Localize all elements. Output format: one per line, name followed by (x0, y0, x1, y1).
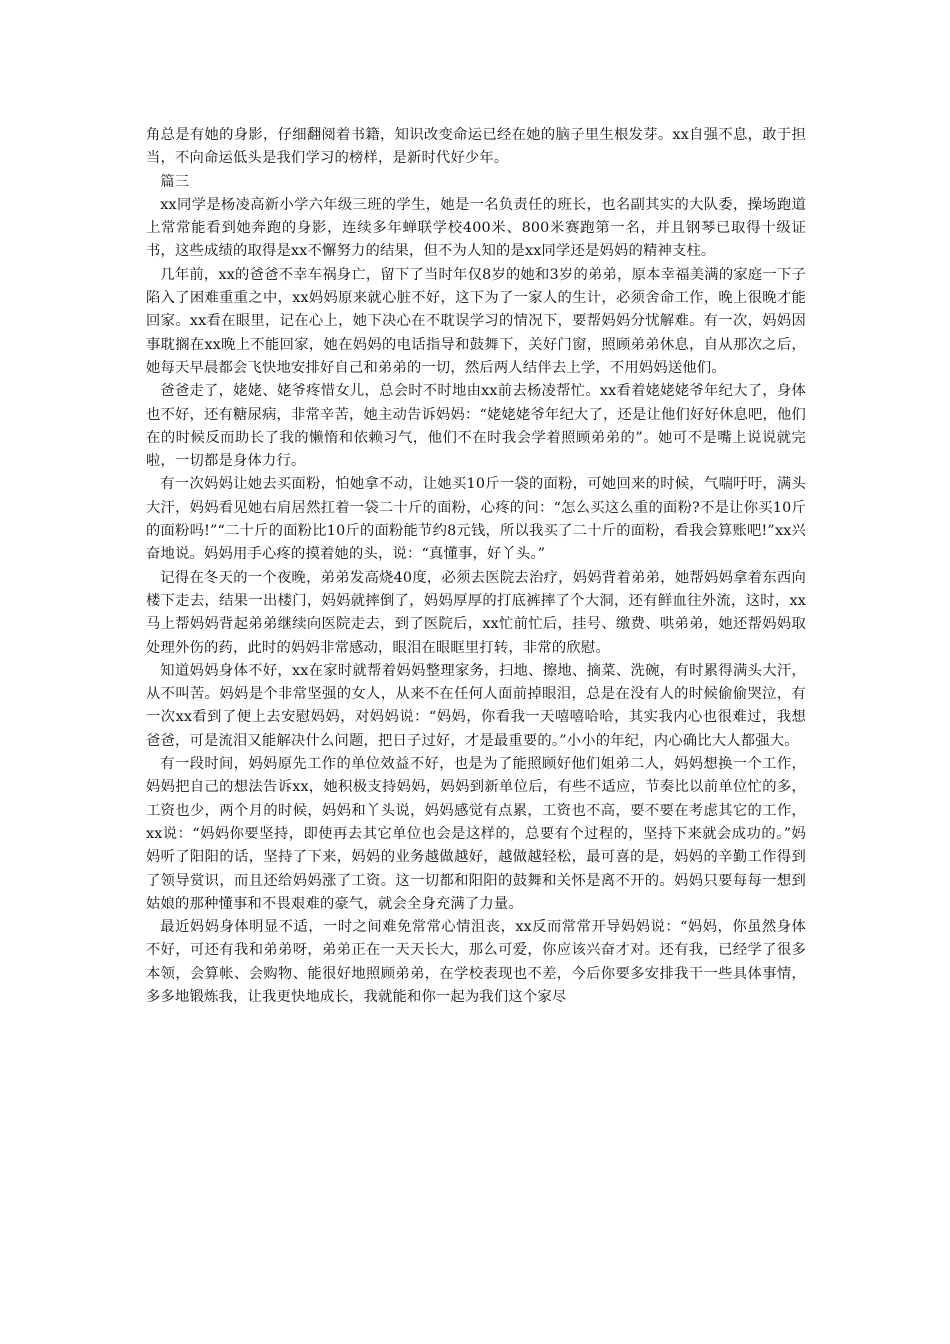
section-heading: 篇三 (160, 173, 190, 190)
paragraph: 有一次妈妈让她去买面粉，怕她拿不动，让她买10斤一袋的面粉，可她回来的时候，气喘吁吁，满头大汗，妈妈看见她右肩居然扛着一袋二十斤的面粉，心疼的问：“怎么买这么重的面粉?不是让你买10斤的面粉吗!”“二十斤的面粉比10斤的面粉能节约8元钱，所以我买了二十斤的面粉，看我会算账吧!”xx兴奋地说。妈妈用手心疼的摸着她的头，说：“真懂事，好丫头。” (146, 476, 806, 563)
paragraph: 爸爸走了，姥姥、姥爷疼惜女儿，总会时不时地由xx前去杨凌帮忙。xx看着姥姥姥爷年纪大了，身体也不好，还有糖尿病，非常辛苦，她主动告诉妈妈：“姥姥姥爷年纪大了，还是让他们好好休息吧，他们在的时候反而助长了我的懒惰和依赖习气，他们不在时我会学着照顾弟弟的”。她可不是嘴上说说就完啦，一切都是身体力行。 (146, 383, 806, 470)
document-body (146, 124, 806, 1009)
paragraph: 记得在冬天的一个夜晚，弟弟发高烧40度，必须去医院去治疗，妈妈背着弟弟，她帮妈妈拿着东西向楼下走去，结果一出楼门，妈妈就摔倒了，妈妈厚厚的打底裤摔了个大洞，还有鲜血往外流，这时，xx马上帮妈妈背起弟弟继续向医院走去，到了医院后，xx忙前忙后，挂号、缴费、哄弟弟，她还帮妈妈取处理外伤的药，此时的妈妈非常感动，眼泪在眼眶里打转，非常的欣慰。 (146, 569, 806, 656)
paragraph: 最近妈妈身体明显不适，一时之间难免常常心情沮丧，xx反而常常开导妈妈说：“妈妈，你虽然身体不好，可还有我和弟弟呀，弟弟正在一天天长大，那么可爱，你应该兴奋才对。还有我，已经学了很多本领，会算帐、会购物、能很好地照顾弟弟，在学校表现也不差，今后你要多安排我干一些具体事情，多多地锻炼我，让我更快地成长，我就能和你一起为我们这个家尽 (146, 919, 806, 1005)
paragraph: 有一段时间，妈妈原先工作的单位效益不好，也是为了能照顾好他们姐弟二人，妈妈想换一个工作，妈妈把自己的想法告诉xx，她积极支持妈妈，妈妈到新单位后，有些不适应，节奏比以前单位忙的多，工资也少，两个月的时候，妈妈和丫头说，妈妈感觉有点累，工资也不高，要不要在考虑其它的工作，xx说：“妈妈你要坚持，即使再去其它单位也会是这样的，总要有个过程的，坚持下来就会成功的。”妈妈听了阳阳的话，坚持了下来，妈妈的业务越做越好，越做越轻松，最可喜的是，妈妈的辛勤工作得到了领导赏识，而且还给妈妈涨了工资。这一切都和阳阳的鼓舞和关怀是离不开的。妈妈只要每每一想到姑娘的那种懂事和不畏艰难的豪气，就会全身充满了力量。 (146, 756, 806, 912)
paragraph-continued: 角总是有她的身影，仔细翻阅着书籍，知识改变命运已经在她的脑子里生根发芽。xx自强不息，敢于担当，不向命运低头是我们学习的榜样，是新时代好少年。 (146, 127, 806, 167)
paragraph: 几年前，xx的爸爸不幸车祸身亡，留下了当时年仅8岁的她和3岁的弟弟，原本幸福美满的家庭一下子陷入了困难重重之中，xx妈妈原来就心脏不好，这下为了一家人的生计，必须舍命工作，晚上很晚才能回家。xx看在眼里，记在心上，她下决心在不耽误学习的情况下，要帮妈妈分忧解难。有一次，妈妈因事耽搁在xx晚上不能回家，她在妈妈的电话指导和鼓舞下，关好门窗，照顾弟弟休息，自从那次之后，她每天早晨都会飞快地安排好自己和弟弟的一切，然后两人结伴去上学，不用妈妈送他们。 (146, 266, 806, 376)
paragraph: xx同学是杨凌高新小学六年级三班的学生，她是一名负责任的班长，也名副其实的大队委，操场跑道上常常能看到她奔跑的身影，连续多年蝉联学校400米、800米赛跑第一名，并且钢琴已取得十级证书，这些成绩的取得是xx不懈努力的结果，但不为人知的是xx同学还是妈妈的精神支柱。 (146, 196, 806, 260)
paragraph: 知道妈妈身体不好，xx在家时就帮着妈妈整理家务，扫地、擦地、摘菜、洗碗，有时累得满头大汗，从不叫苦。妈妈是个非常坚强的女人，从来不在任何人面前掉眼泪，总是在没有人的时候偷偷哭泣，有一次xx看到了便上去安慰妈妈，对妈妈说：“妈妈，你看我一天嘻嘻哈哈，其实我内心也很难过，我想爸爸，可是流泪又能解决什么问题，把日子过好，才是最重要的。”小小的年纪，内心确比大人都强大。 (146, 662, 806, 749)
